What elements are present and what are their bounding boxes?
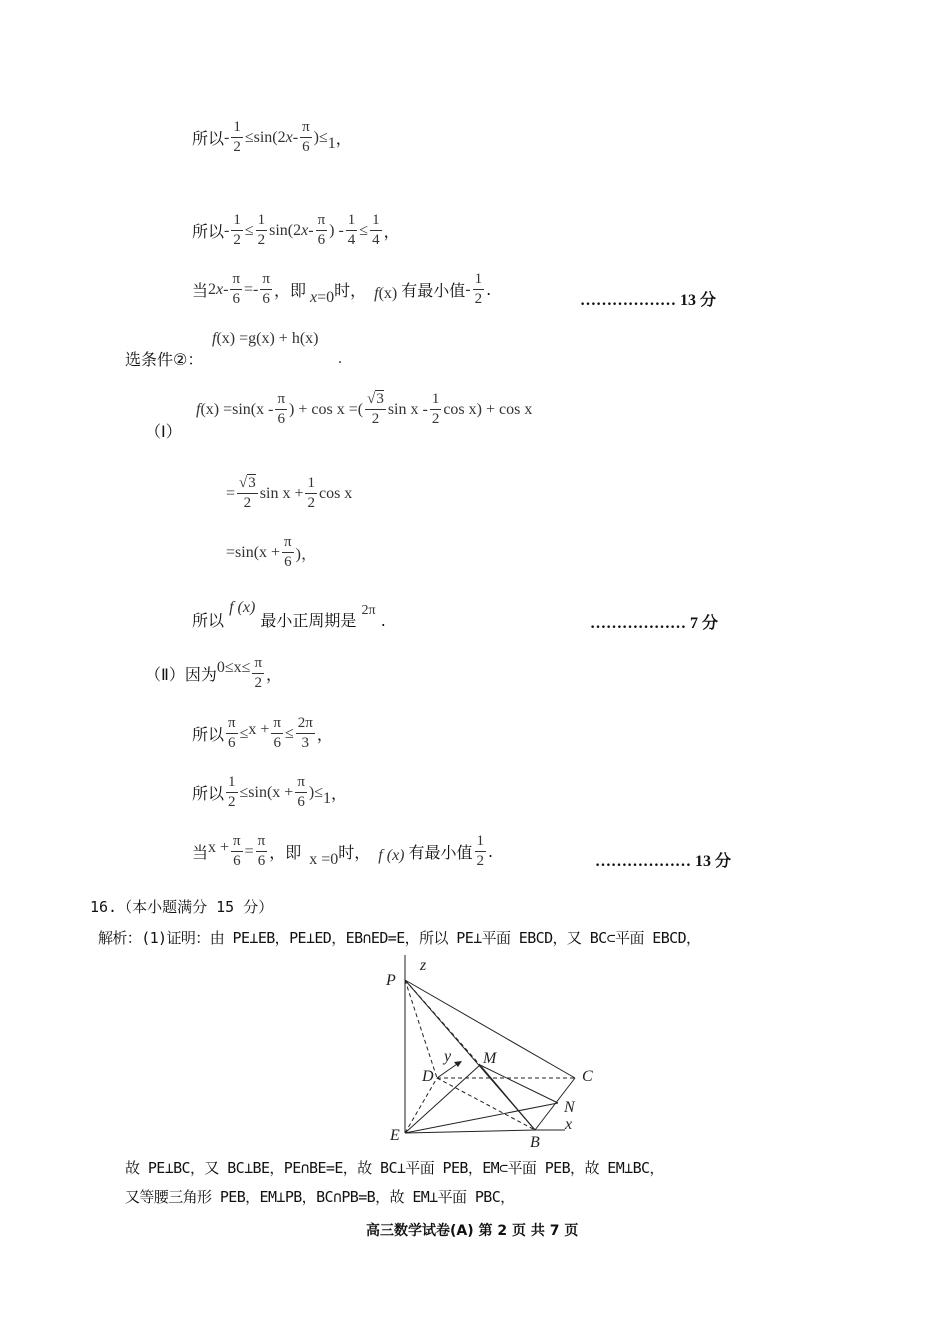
label-z: z <box>420 957 427 974</box>
fraction: $\frac{\pi}{6}$ <box>228 715 236 751</box>
math: ≤sin(2 <box>244 128 286 146</box>
part-1-line-1 <box>196 392 532 427</box>
line-3-prefix: 当 <box>192 281 209 300</box>
part-1-line-3 <box>226 535 317 570</box>
math: sin x + <box>259 484 304 502</box>
text: 时， <box>334 281 367 300</box>
math: x + <box>248 720 270 738</box>
math: cos x) + cos x <box>443 400 533 418</box>
math: - <box>292 128 299 146</box>
punct: ， <box>383 222 400 241</box>
part-1-label: （Ⅰ） <box>145 422 182 441</box>
math: 2 <box>208 280 217 298</box>
fraction: $\frac{\pi}{6}$ <box>273 715 281 751</box>
punct: ， <box>331 784 348 803</box>
punct: ， <box>266 665 283 684</box>
score-13-b: ……………… 13 分 <box>595 853 732 870</box>
fraction: $\frac{1}{4}$ <box>347 212 356 248</box>
part-1-line-4 <box>192 599 386 631</box>
label-M: M <box>483 1050 497 1067</box>
text: 有最小值 <box>408 843 473 862</box>
math: ≤sin(x + <box>239 783 294 801</box>
question-16-title: 16.（本小题满分 15 分） <box>90 898 274 916</box>
fraction: $\frac{1}{2}$ <box>257 212 266 248</box>
punct: ， <box>316 725 333 744</box>
math: sin x - <box>387 400 428 418</box>
part-1-line-2 <box>226 476 352 511</box>
part-2-label: （Ⅱ）因为 <box>145 665 217 684</box>
math: x <box>301 221 309 239</box>
fraction: $\frac{\pi}{6}$ <box>297 774 305 810</box>
fraction: $\frac{\pi}{6}$ <box>317 212 326 248</box>
text: 有最小值 <box>401 281 466 300</box>
label-y: y <box>444 1048 452 1065</box>
text: ，即 <box>273 281 306 300</box>
fraction: $\frac{1}{2}$ <box>307 475 315 511</box>
part-2-line-1 <box>145 656 282 691</box>
math: - <box>465 280 471 298</box>
text: 当 <box>192 843 209 862</box>
fraction: $\frac{√3}{2}$ <box>239 475 256 511</box>
math: - <box>224 128 230 146</box>
math: ≤ <box>239 724 249 742</box>
fraction: $\frac{\pi}{6}$ <box>284 534 292 570</box>
part-2-line-2 <box>192 716 333 751</box>
fraction: $\frac{1}{2}$ <box>233 119 241 155</box>
fraction: $\frac{1}{2}$ <box>476 833 485 869</box>
math: 0≤x≤ <box>216 658 251 676</box>
page-footer: 高三数学试卷(A) 第 2 页 共 7 页 <box>366 1223 579 1239</box>
condition-2-dot: . <box>338 350 342 367</box>
proof-line-b: 又等腰三角形 PEB，EM⊥PB，BC∩PB=B，故 EM⊥平面 PBC， <box>125 1188 515 1206</box>
line-1-prefix: 所以 <box>192 129 225 148</box>
math: = <box>244 842 254 860</box>
punct: ， <box>335 129 352 148</box>
math: 2π <box>361 603 376 618</box>
math: - <box>223 280 229 298</box>
math: )≤ <box>313 128 328 146</box>
fraction: $\frac{1}{2}$ <box>474 271 483 307</box>
math: = <box>226 484 236 502</box>
fraction: $\frac{1}{4}$ <box>372 212 380 248</box>
text: . <box>488 842 494 861</box>
math: f (x) <box>229 599 256 616</box>
fraction: $\frac{\pi}{6}$ <box>277 391 286 427</box>
label-E: E <box>390 1127 400 1144</box>
line-1 <box>192 120 352 155</box>
condition-2-formula: f(x) =g(x) + h(x) <box>212 330 319 347</box>
score-7: ……………… 7 分 <box>590 615 719 632</box>
math: =sin(x + <box>226 543 281 561</box>
label-x: x <box>565 1116 573 1133</box>
text: 最小正周期是 <box>260 611 357 630</box>
fraction: $\frac{\pi}{6}$ <box>232 271 241 307</box>
math: - <box>224 221 230 239</box>
fraction: $\frac{1}{2}$ <box>233 212 241 248</box>
math: (x) <box>378 284 398 302</box>
part-2-line-4 <box>192 834 493 869</box>
math: f (x) <box>378 846 405 864</box>
math: - <box>308 221 314 239</box>
fraction: $\frac{1}{2}$ <box>228 774 236 810</box>
text: . <box>486 280 492 299</box>
line-3 <box>192 272 491 307</box>
text: 所以 <box>192 725 225 744</box>
math: f <box>196 400 201 418</box>
math: ≤ <box>359 221 369 239</box>
part-2-line-3 <box>192 775 347 810</box>
math: ≤ <box>244 221 254 239</box>
math: =- <box>244 280 259 298</box>
text: 时， <box>338 843 371 862</box>
math: x + <box>208 838 230 856</box>
label-B: B <box>530 1134 540 1150</box>
fraction: $\frac{\pi}{6}$ <box>302 119 310 155</box>
math: ) + cos x =( <box>289 400 364 418</box>
math: x <box>216 280 224 298</box>
proof-line-a: 故 PE⊥BC，又 BC⊥BE，PE∩BE=E，故 BC⊥平面 PEB，EM⊂平面 PEB，故 EM⊥BC， <box>125 1159 664 1177</box>
pyramid-figure <box>380 955 600 1150</box>
condition-2-label: 选条件②： <box>125 350 204 369</box>
analysis-line: 解析：(1)证明：由 PE⊥EB，PE⊥ED，EB∩ED=E，所以 PE⊥平面 EBCD，又 BC⊂平面 EBCD， <box>98 929 701 947</box>
text: . <box>380 611 386 630</box>
text: 所以 <box>192 784 225 803</box>
label-D: D <box>422 1068 434 1085</box>
math: x =0 <box>309 850 339 868</box>
text: ，即 <box>269 843 302 862</box>
fraction: $\frac{√3}{2}$ <box>367 391 384 427</box>
line-2 <box>192 213 400 248</box>
math: (x) =sin(x - <box>200 400 274 418</box>
score-13-a: ……………… 13 分 <box>580 292 717 309</box>
math: =0 <box>317 288 335 306</box>
fraction: $\frac{\pi}{2}$ <box>254 655 263 691</box>
line-2-prefix: 所以 <box>192 222 225 241</box>
math: 1 <box>327 134 336 152</box>
math: )≤ <box>308 783 324 801</box>
math: x <box>285 128 293 146</box>
math: x <box>309 288 318 306</box>
fraction: $\frac{\pi}{6}$ <box>262 271 270 307</box>
label-P: P <box>386 972 396 989</box>
label-N: N <box>564 1099 575 1116</box>
math: f <box>374 284 379 302</box>
fraction: $\frac{1}{2}$ <box>431 391 440 427</box>
math: sin(2 <box>269 221 302 239</box>
math: cos x <box>318 484 353 502</box>
math: ≤ <box>284 724 294 742</box>
math: )， <box>295 546 317 563</box>
math: ) - <box>329 221 344 239</box>
fraction: $\frac{\pi}{6}$ <box>257 833 266 869</box>
math: 1 <box>323 789 332 807</box>
label-C: C <box>582 1068 593 1085</box>
fraction: $\frac{2\pi}{3}$ <box>297 715 313 751</box>
fraction: $\frac{\pi}{6}$ <box>233 833 241 869</box>
text: 所以 <box>192 611 225 630</box>
